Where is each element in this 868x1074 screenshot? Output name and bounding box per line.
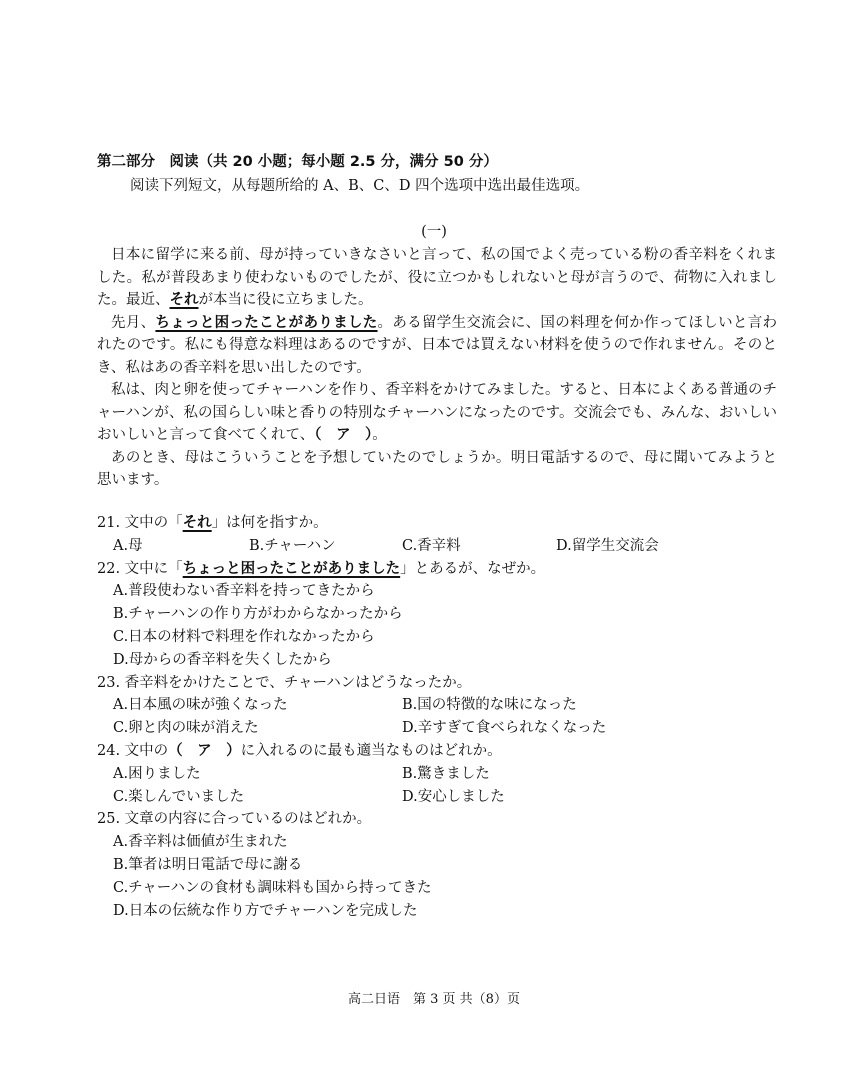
stem-text: に入れるのに最も適当なものはどれか。 bbox=[240, 742, 502, 759]
stem-text: 」とあるが、なぜか。 bbox=[400, 560, 546, 577]
question-25-stem: 25. 文章の内容に合っているのはどれか。 bbox=[97, 811, 372, 828]
paragraph-text: が本当に役に立ちました。 bbox=[198, 292, 373, 308]
stem-text: 22. 文中に「 bbox=[97, 560, 183, 577]
blank-marker-a: （ ア ） bbox=[314, 426, 373, 443]
option-25-a[interactable]: A.香辛料は価値が生まれた bbox=[113, 834, 288, 851]
section-title: 第二部分 阅读（共 20 小题；每小题 2.5 分，满分 50 分） bbox=[97, 154, 498, 170]
question-22-options bbox=[97, 649, 777, 672]
option-25-c[interactable]: C.チャーハンの食材も調味料も国から持ってきた bbox=[113, 879, 432, 896]
page-footer: 高二日语 第 3 页 共（8）页 bbox=[348, 992, 520, 1007]
question-25-options bbox=[97, 877, 777, 900]
paragraph-text: 。 bbox=[372, 427, 387, 443]
option-23-d[interactable]: D.辛すぎて食べられなくなった bbox=[402, 720, 607, 737]
stem-text: 24. 文中の bbox=[97, 742, 169, 759]
option-22-c[interactable]: C.日本の材料で料理を作れなかったから bbox=[113, 628, 375, 645]
question-25-options bbox=[97, 900, 777, 923]
question-list bbox=[97, 512, 777, 922]
question-23-options bbox=[97, 717, 777, 740]
passage-paragraph-1 bbox=[97, 244, 777, 312]
option-24-b[interactable]: B.驚きました bbox=[402, 765, 490, 782]
question-23-stem: 23. 香辛料をかけたことで、チャーハンはどうなったか。 bbox=[97, 674, 472, 691]
option-21-a[interactable]: A.母 bbox=[113, 537, 143, 554]
question-22-options bbox=[97, 580, 777, 603]
option-25-b[interactable]: B.筆者は明日電話で母に謝る bbox=[113, 856, 303, 873]
option-21-c[interactable]: C.香辛料 bbox=[402, 537, 461, 554]
question-24-stem bbox=[97, 740, 777, 763]
underlined-phrase-komatta: ちょっと困ったことがありました bbox=[182, 559, 401, 577]
reading-passage bbox=[97, 244, 777, 492]
paragraph-text: 。ある留学生交流会に、国の料理を何か作ってほしいと言われたのです。私にも得意な料理はあるのですが、日本では買えない材料を使うので作れません。そのとき、私はあの香辛料を思い出したのです。 bbox=[97, 314, 778, 376]
passage-paragraph-3 bbox=[97, 379, 777, 447]
stem-text: 」は何を指すか。 bbox=[211, 515, 328, 531]
underlined-phrase-sore: それ bbox=[169, 291, 199, 308]
question-21-options bbox=[97, 535, 777, 558]
option-21-b[interactable]: B.チャーハン bbox=[249, 537, 336, 554]
question-22-stem bbox=[97, 558, 777, 581]
passage-paragraph-4: あのとき、母はこういうことを予想していたのでしょうか。明日電話するので、母に聞いてみようと思います。 bbox=[97, 449, 777, 488]
question-23-options bbox=[97, 694, 777, 717]
question-25-options bbox=[97, 831, 777, 854]
paragraph-text: 日本に留学に来る前、母が持っていきなさいと言って、私の国でよく売っている粉の香辛料をくれました。私が普段あまり使わないものでしたが、役に立つかもしれないと母が言うので、荷物に入れました。最近、 bbox=[97, 247, 777, 308]
section-instruction: 阅读下列短文，从每题所给的 A、B、C、D 四个选项中选出最佳选项。 bbox=[130, 178, 590, 194]
option-24-d[interactable]: D.安心しました bbox=[402, 788, 505, 805]
option-23-a[interactable]: A.日本風の味が強くなった bbox=[113, 697, 288, 714]
question-22-options bbox=[97, 626, 777, 649]
question-21-stem bbox=[97, 512, 777, 535]
blank-marker-a: （ ア ） bbox=[168, 741, 241, 759]
stem-text: 21. 文中の「 bbox=[97, 515, 183, 531]
option-22-a[interactable]: A.普段使わない香辛料を持ってきたから bbox=[113, 583, 375, 600]
option-23-b[interactable]: B.国の特徴的な味になった bbox=[402, 697, 577, 714]
question-24-options bbox=[97, 763, 777, 786]
option-23-c[interactable]: C.卵と肉の味が消えた bbox=[113, 720, 259, 737]
passage-label: (一) bbox=[421, 224, 447, 240]
paragraph-text: 先月、 bbox=[111, 314, 156, 331]
passage-paragraph-2 bbox=[97, 312, 777, 380]
option-25-d[interactable]: D.日本の伝統な作り方でチャーハンを完成した bbox=[113, 902, 418, 919]
option-22-d[interactable]: D.母からの香辛料を失くしたから bbox=[113, 651, 332, 668]
underlined-phrase-komatta: ちょっと困ったことがありました bbox=[155, 313, 378, 331]
question-24-options bbox=[97, 786, 777, 809]
option-24-a[interactable]: A.困りました bbox=[113, 765, 201, 782]
underlined-phrase-sore: それ bbox=[182, 514, 212, 531]
option-24-c[interactable]: C.楽しんでいました bbox=[113, 788, 245, 805]
question-25-options bbox=[97, 854, 777, 877]
paragraph-text: 私は、肉と卵を使ってチャーハンを作り、香辛料をかけてみました。すると、日本によくある普通のチャーハンが、私の国らしい味と香りの特別なチャーハンになったのです。交流会でも、みんな、おいしいおいしいと言って食べてくれて、 bbox=[97, 382, 777, 443]
option-21-d[interactable]: D.留学生交流会 bbox=[556, 537, 659, 554]
option-22-b[interactable]: B.チャーハンの作り方がわからなかったから bbox=[113, 606, 403, 623]
question-22-options bbox=[97, 603, 777, 626]
